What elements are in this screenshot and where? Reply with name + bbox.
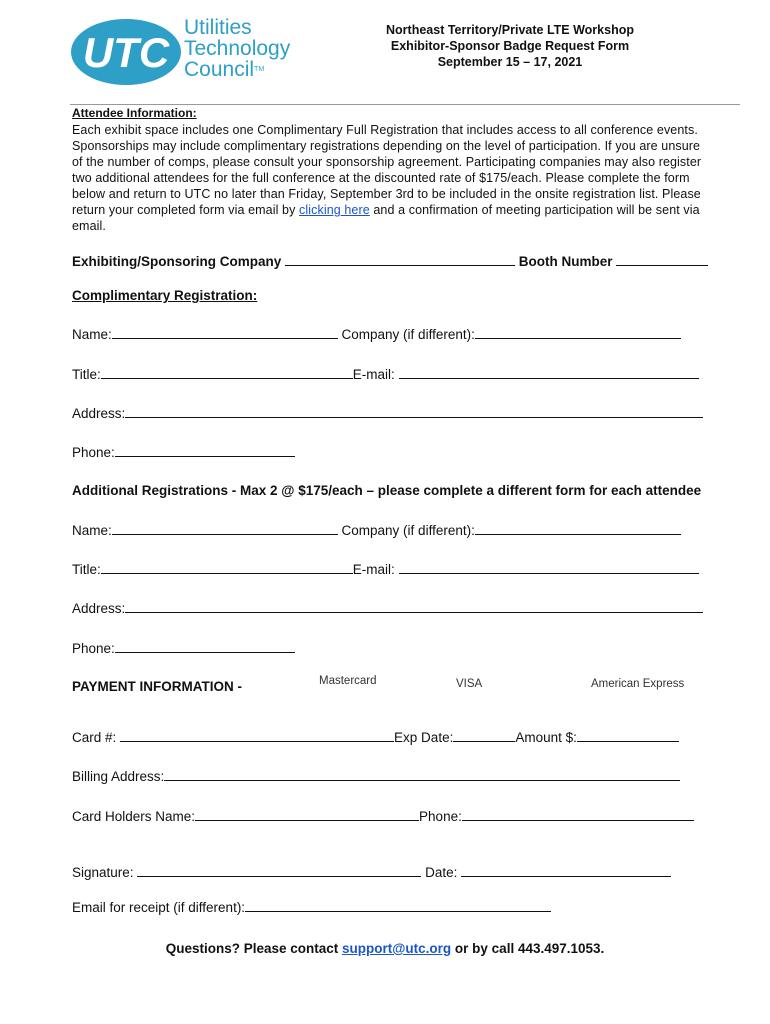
add-email-label: E-mail: <box>352 562 395 577</box>
amount-label: Amount $: <box>515 730 577 745</box>
attendee-info-heading: Attendee Information: <box>72 106 197 120</box>
additional-heading: Additional Registrations - Max 2 @ $175/each – please complete a different form for each attendee <box>72 483 702 498</box>
card-phone-field[interactable] <box>462 808 694 821</box>
booth-field[interactable] <box>616 253 708 266</box>
add-title-row <box>72 561 699 577</box>
header-divider <box>70 104 740 105</box>
signature-label: Signature: <box>72 865 134 880</box>
logo-line-2: Technology <box>184 37 291 60</box>
add-phone-row <box>72 640 295 656</box>
comp-address-label: Address: <box>72 406 126 421</box>
intro-body: Each exhibit space includes one Complimentary Full Registration that includes access to all conference events. Sponsorships may include complimentary registrations depending on the level of participation. If you are unsure of the number of comps, please consult your sponsorship agreement. Participating companies may also register two additional attendees for the full conference at the discounted rate of $175/each. Please complete the form below and return to UTC no later than Friday, September 3rd to be included in the onsite registration list. Please return your completed form via email by <box>72 123 702 217</box>
comp-title-row <box>72 366 699 382</box>
card-number-label: Card #: <box>72 730 117 745</box>
signature-field[interactable] <box>137 864 421 877</box>
receipt-email-field[interactable] <box>245 899 551 912</box>
footer-phone-text: or by call 443.497.1053. <box>451 941 605 956</box>
header-event: Northeast Territory/Private LTE Workshop <box>386 23 634 37</box>
comp-company-field[interactable] <box>475 326 681 339</box>
logo-line-1: Utilities <box>184 16 252 39</box>
add-company-field[interactable] <box>475 522 681 535</box>
comp-name-field[interactable] <box>112 326 338 339</box>
booth-label: Booth Number <box>518 254 613 269</box>
card-phone-label: Phone: <box>419 809 462 824</box>
comp-email-field[interactable] <box>399 366 699 379</box>
card-option-mastercard[interactable]: Mastercard <box>319 675 377 687</box>
billing-address-label: Billing Address: <box>72 769 165 784</box>
signature-row <box>72 864 671 880</box>
add-phone-field[interactable] <box>115 640 295 653</box>
logo-badge-text: UTC <box>82 29 170 76</box>
comp-email-label: E-mail: <box>352 367 395 382</box>
comp-name-label: Name: <box>72 327 112 342</box>
header-dates: September 15 – 17, 2021 <box>437 55 583 69</box>
comp-phone-field[interactable] <box>115 444 295 457</box>
add-email-field[interactable] <box>399 561 699 574</box>
amount-field[interactable] <box>577 729 679 742</box>
add-name-label: Name: <box>72 523 112 538</box>
signature-date-label: Date: <box>425 865 458 880</box>
form-header <box>340 22 680 70</box>
add-address-row <box>72 600 703 616</box>
company-row <box>72 253 708 269</box>
comp-address-row <box>72 405 703 421</box>
card-holder-row <box>72 808 694 824</box>
exp-date-field[interactable] <box>453 729 515 742</box>
comp-address-field[interactable] <box>125 405 703 418</box>
add-address-label: Address: <box>72 601 126 616</box>
receipt-email-row <box>72 899 551 915</box>
billing-address-field[interactable] <box>164 768 680 781</box>
comp-phone-label: Phone: <box>72 445 115 460</box>
add-company-label: Company (if different): <box>341 523 475 538</box>
comp-name-row <box>72 326 681 342</box>
add-title-label: Title: <box>72 562 101 577</box>
add-name-field[interactable] <box>112 522 338 535</box>
company-label: Exhibiting/Sponsoring Company <box>72 254 282 269</box>
add-phone-label: Phone: <box>72 641 115 656</box>
header-form-name: Exhibitor-Sponsor Badge Request Form <box>390 39 630 53</box>
comp-phone-row <box>72 444 295 460</box>
add-name-row <box>72 522 681 538</box>
card-holder-label: Card Holders Name: <box>72 809 196 824</box>
intro-body-end: and a confirmation of meeting participation will be sent via email. <box>72 203 700 233</box>
signature-date-field[interactable] <box>461 864 671 877</box>
logo-wordmark <box>184 17 290 80</box>
add-address-field[interactable] <box>125 600 703 613</box>
card-holder-field[interactable] <box>195 808 419 821</box>
comp-title-field[interactable] <box>101 366 353 379</box>
clicking-here-link[interactable]: clicking here <box>299 203 370 217</box>
add-title-field[interactable] <box>101 561 353 574</box>
complimentary-heading: Complimentary Registration: <box>72 288 258 303</box>
comp-company-label: Company (if different): <box>341 327 475 342</box>
receipt-email-label: Email for receipt (if different): <box>72 900 246 915</box>
questions-footer <box>0 941 770 956</box>
logo-line-3: Council <box>184 58 255 81</box>
comp-title-label: Title: <box>72 367 101 382</box>
attendee-info-text <box>72 122 712 234</box>
card-option-visa[interactable]: VISA <box>456 678 483 690</box>
logo-tm: TM <box>254 66 265 73</box>
card-option-amex[interactable]: American Express <box>591 678 685 690</box>
exp-date-label: Exp Date: <box>394 730 454 745</box>
card-number-row <box>72 729 679 745</box>
company-field[interactable] <box>285 253 515 266</box>
utc-badge-icon <box>70 12 186 88</box>
card-number-field[interactable] <box>120 729 394 742</box>
payment-heading: PAYMENT INFORMATION - <box>72 679 242 694</box>
billing-address-row <box>72 768 680 784</box>
support-email-link[interactable]: support@utc.org <box>342 941 452 956</box>
footer-text: Questions? Please contact <box>165 941 343 956</box>
